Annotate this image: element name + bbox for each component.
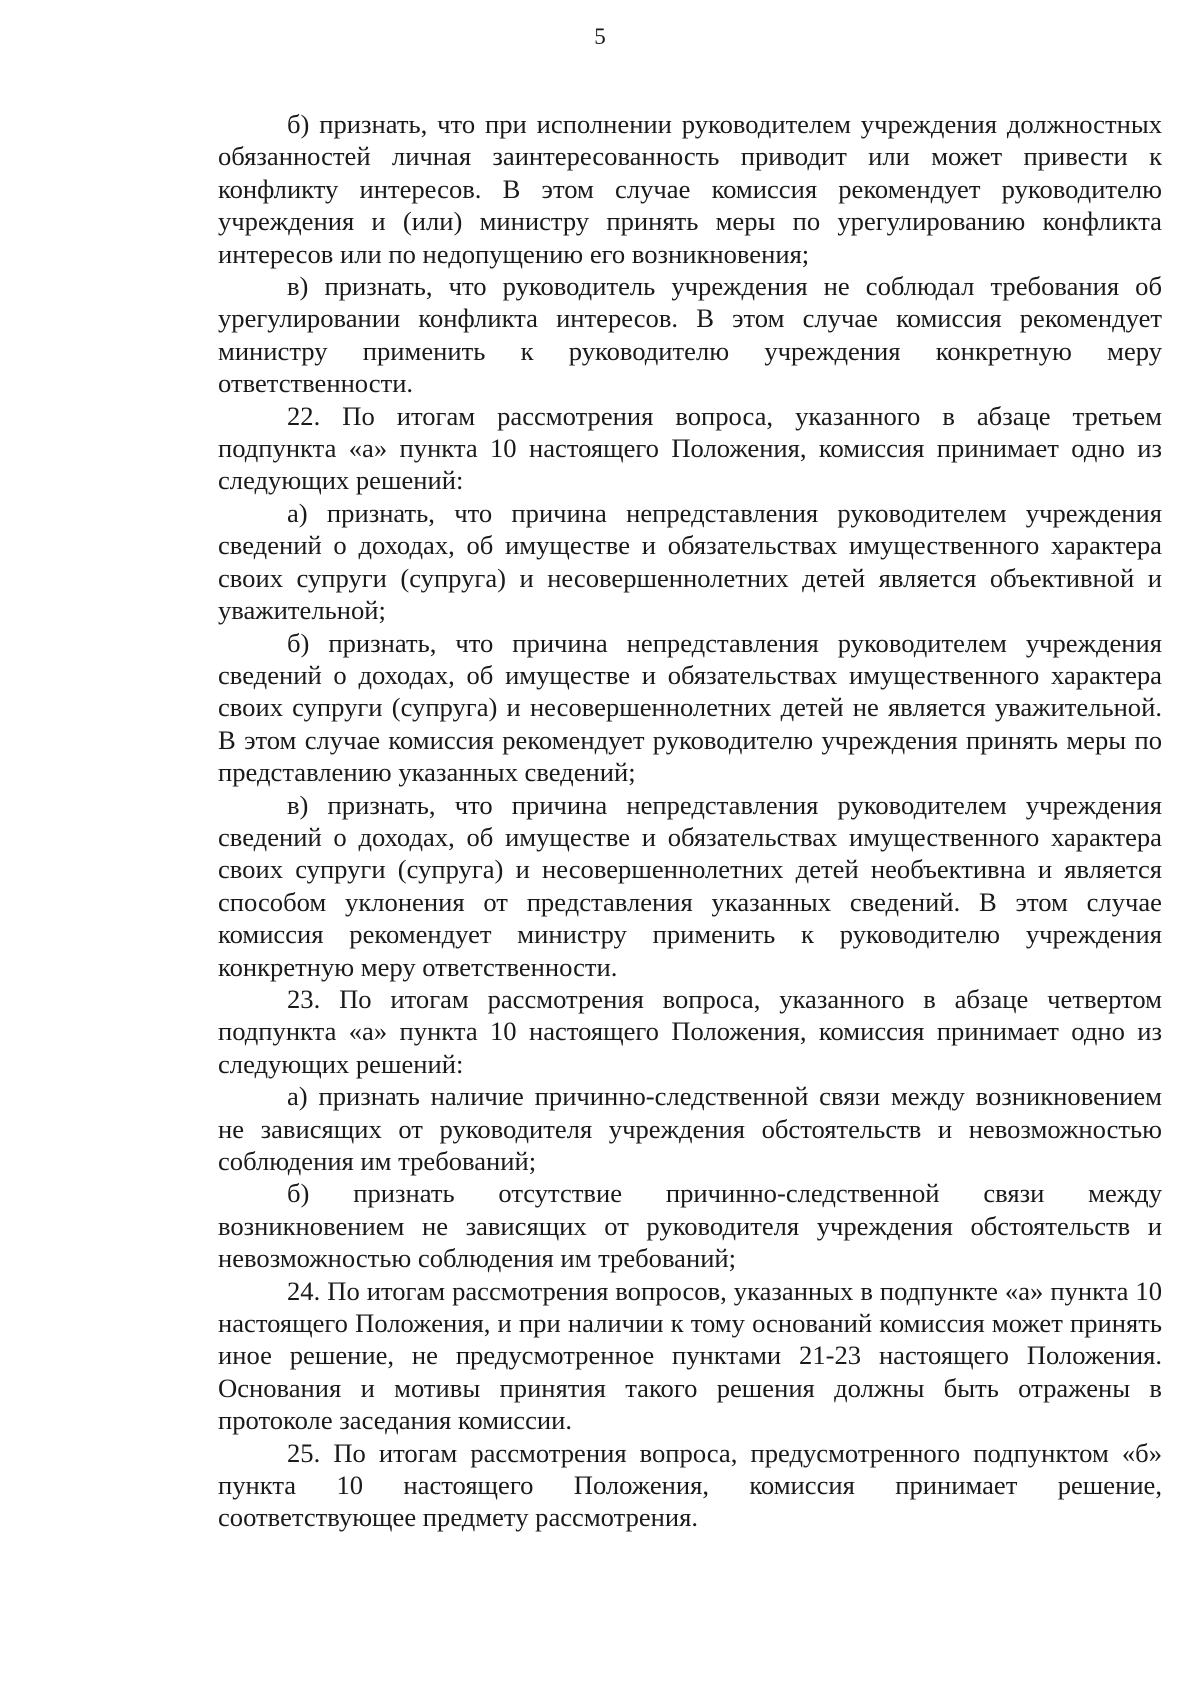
paragraph-23: 23. По итогам рассмотрения вопроса, указанного в абзаце четвертом подпункта «а» пункта 10 настоящего Положения, комиссия принимает одно из следующих решений: (218, 983, 1162, 1079)
paragraph-23b: б) признать отсутствие причинно-следственной связи между возникновением не зависящих от руководителя учреждения обстоятельств и невозможностью соблюдения им требований; (218, 1178, 1162, 1274)
paragraph-21v: в) признать, что руководитель учреждения не соблюдал требования об урегулировании конфликта интересов. В этом случае комиссия рекомендует министру применить к руководителю учреждения конкретную меру ответственности. (218, 271, 1162, 399)
document-body (218, 108, 1162, 1534)
paragraph-22b: б) признать, что причина непредставления руководителем учреждения сведений о доходах, об имуществе и обязательствах имущественного характера своих супруги (супруга) и несовершеннолетних детей не является уважительной. В этом случае комиссия рекомендует руководителю учреждения принять меры по представлению указанных сведений; (218, 627, 1162, 788)
paragraph-25: 25. По итогам рассмотрения вопроса, предусмотренного подпунктом «б» пункта 10 настоящего Положения, комиссия принимает решение, соответствующее предмету рассмотрения. (218, 1437, 1162, 1533)
page-number: 5 (594, 24, 606, 49)
paragraph-24: 24. По итогам рассмотрения вопросов, указанных в подпункте «а» пункта 10 настоящего Положения, и при наличии к тому оснований комиссия может принять иное решение, не предусмотренное пунктами 21-23 настоящего Положения. Основания и мотивы принятия такого решения должны быть отражены в протоколе заседания комиссии. (218, 1275, 1162, 1436)
paragraph-22v: в) признать, что причина непредставления руководителем учреждения сведений о доходах, об имуществе и обязательствах имущественного характера своих супруги (супруга) и несовершеннолетних детей необъективна и является способом уклонения от представления указанных сведений. В этом случае комиссия рекомендует министру применить к руководителю учреждения конкретную меру ответственности. (218, 789, 1162, 982)
paragraph-22a: а) признать, что причина непредставления руководителем учреждения сведений о доходах, об имуществе и обязательствах имущественного характера своих супруги (супруга) и несовершеннолетних детей является объективной и уважительной; (218, 497, 1162, 626)
paragraph-22: 22. По итогам рассмотрения вопроса, указанного в абзаце третьем подпункта «а» пункта 10 настоящего Положения, комиссия принимает одно из следующих решений: (218, 400, 1162, 496)
paragraph-21b: б) признать, что при исполнении руководителем учреждения должностных обязанностей личная заинтересованность приводит или может привести к конфликту интересов. В этом случае комиссия рекомендует руководителю учреждения и (или) министру принять меры по урегулированию конфликта интересов или по недопущению его возникновения; (218, 109, 1162, 269)
paragraph-23a: а) признать наличие причинно-следственной связи между возникновением не зависящих от руководителя учреждения обстоятельств и невозможностью соблюдения им требований; (218, 1081, 1162, 1176)
